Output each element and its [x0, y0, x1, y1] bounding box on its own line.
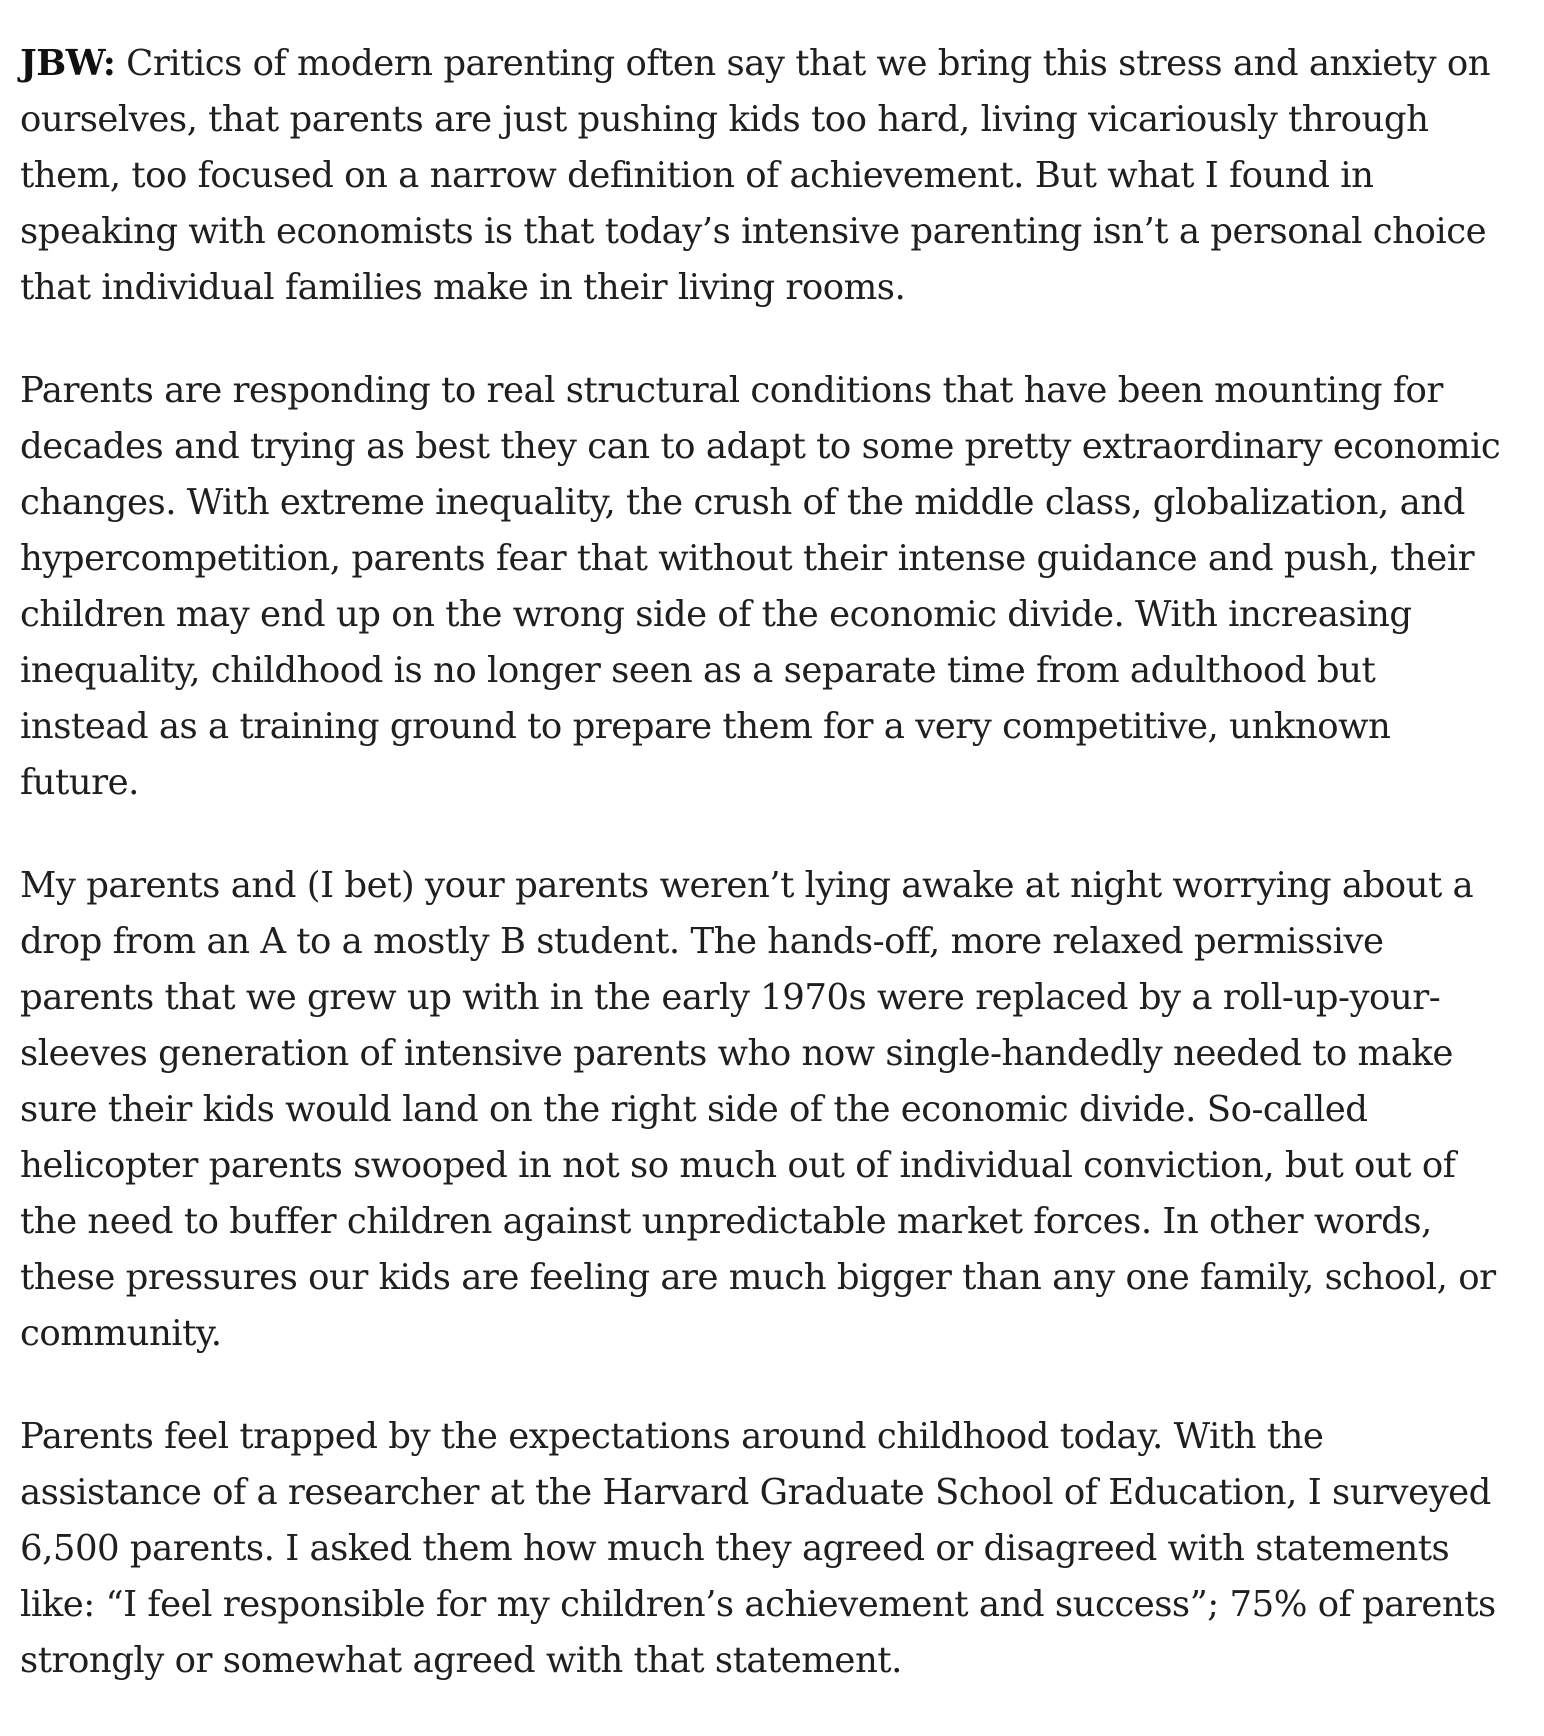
- paragraph-3: My parents and (I bet) your parents weren’t lying awake at night worrying about a drop from an A to a mostly B student. The hands-off, more relaxed permissive parents that we grew up with in the early 1970s were replaced by a roll-up-your-sleeves generation of intensive parents who now single-handedly needed to make sure their kids would land on the right side of the economic divide. So-called helicopter parents swooped in not so much out of individual conviction, but out of the need to buffer children against unpredictable market forces. In other words, these pressures our kids are feeling are much bigger than any one family, school, or community.: [20, 865, 1496, 1354]
- paragraph-4: Parents feel trapped by the expectations around childhood today. With the assistance of a researcher at the Harvard Graduate School of Education, I surveyed 6,500 parents. I asked them how much they agreed or disagreed with statements like: “I feel responsible for my children’s achievement and success”; 75% of parents strongly or somewhat agreed with that statement.: [20, 1416, 1496, 1681]
- paragraph-1: [20, 36, 1510, 316]
- article-body: [20, 36, 1510, 1736]
- paragraph-2: Parents are responding to real structural conditions that have been mounting for decades and trying as best they can to adapt to some pretty extraordinary economic changes. With extreme inequality, the crush of the middle class, globalization, and hypercompetition, parents fear that without their intense guidance and push, their children may end up on the wrong side of the economic divide. With increasing inequality, childhood is no longer seen as a separate time from adulthood but instead as a training ground to prepare them for a very competitive, unknown future.: [20, 370, 1501, 803]
- speaker-label: JBW:: [20, 43, 116, 84]
- paragraph-1-text: Critics of modern parenting often say that we bring this stress and anxiety on ourselves, that parents are just pushing kids too hard, living vicariously through them, too focused on a narrow definition of achievement. But what I found in speaking with economists is that today’s intensive parenting isn’t a personal choice that individual families make in their living rooms.: [20, 43, 1491, 308]
